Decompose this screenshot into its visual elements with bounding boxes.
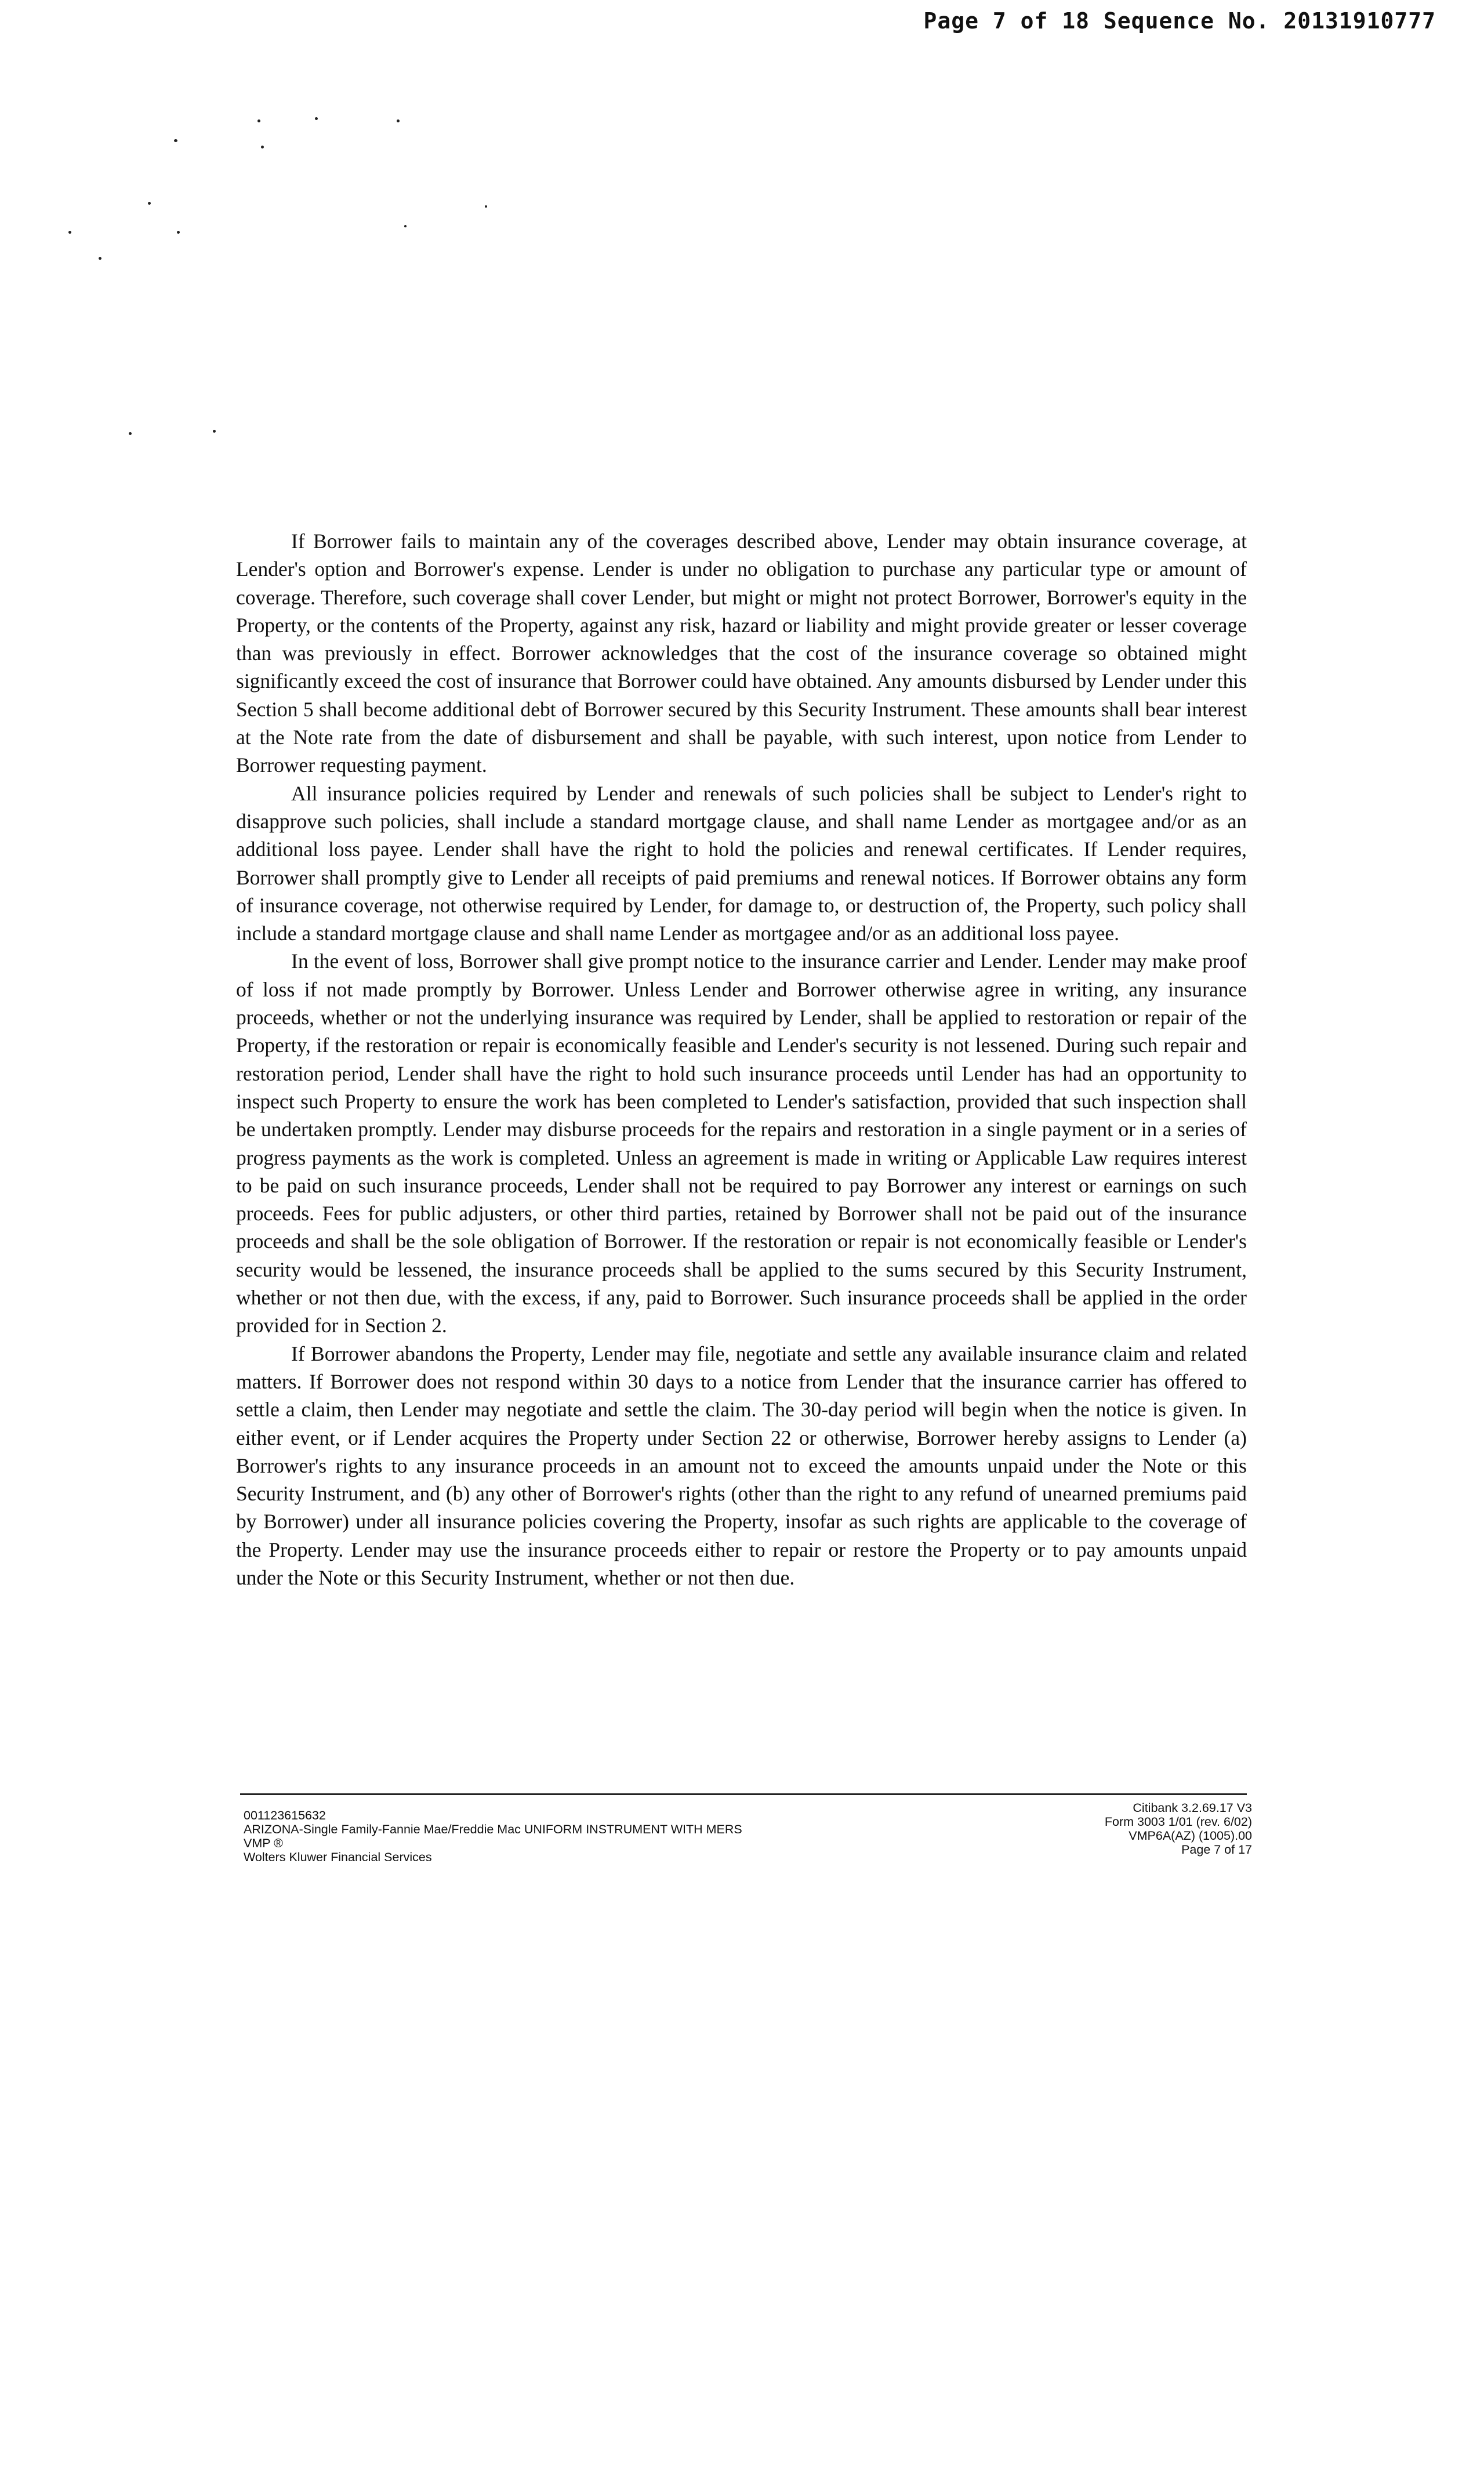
scan-speck: [99, 257, 101, 260]
scan-speck: [257, 119, 260, 122]
page-sequence-header: Page 7 of 18 Sequence No. 20131910777: [923, 8, 1436, 34]
paragraph-insurance-policies: All insurance policies required by Lender and renewals of such policies shall be subject to Lender's right to disapprove such policies, shall include a standard mortgage clause, and shall name Lender as mortgagee and/or as an additional loss payee. Lender shall have the right to hold the policies and renewal certificates. If Lender requires, Borrower shall promptly give to Lender all receipts of paid premiums and renewal notices. If Borrower obtains any form of insurance coverage, not otherwise required by Lender, for damage to, or destruction of, the Property, such policy shall include a standard mortgage clause and shall name Lender as mortgagee and/or as an additional loss payee.: [236, 781, 1247, 945]
lender-version: Citibank 3.2.69.17 V3: [1133, 1801, 1252, 1815]
scan-speck: [261, 146, 264, 148]
scan-speck: [177, 231, 180, 234]
scan-speck: [404, 225, 407, 227]
scan-speck: [129, 432, 132, 435]
scan-speck: [148, 202, 151, 205]
scan-speck: [174, 139, 177, 142]
scan-speck: [485, 205, 487, 208]
scan-speck: [315, 117, 318, 120]
paragraph-event-of-loss: In the event of loss, Borrower shall give prompt notice to the insurance carrier and Lender. Lender may make proof of loss if not made promptly by Borrower. Unless Lender and Borrower otherwise agree in writing, any insurance proceeds, whether or not the underlying insurance was required by Lender, shall be applied to restoration or repair of the Property, if the restoration or repair is economically feasible and Lender's security is not lessened. During such repair and restoration period, Lender shall have the right to hold such insurance proceeds until Lender has had an opportunity to inspect such Property to ensure the work has been completed to Lender's satisfaction, provided that such inspection shall be undertaken promptly. Lender may disburse proceeds for the repairs and restoration in a single payment or in a series of progress payments as the work is completed. Unless an agreement is made in writing or Applicable Law requires interest to be paid on such insurance proceeds, Lender shall not be required to pay Borrower any interest or earnings on such proceeds. Fees for public adjusters, or other third parties, retained by Borrower shall not be paid out of the insurance proceeds and shall be the sole obligation of Borrower. If the restoration or repair is not economically feasible or Lender's security would be lessened, the insurance proceeds shall be applied to the sums secured by this Security Instrument, whether or not then due, with the excess, if any, paid to Borrower. Such insurance proceeds shall be applied in the order provided for in Section 2.: [236, 949, 1247, 1337]
paragraph-abandonment: If Borrower abandons the Property, Lender may file, negotiate and settle any available insurance claim and related matters. If Borrower does not respond within 30 days to a notice from Lender that the insurance carrier has offered to settle a claim, then Lender may negotiate and settle the claim. The 30-day period will begin when the notice is given. In either event, or if Lender acquires the Property under Section 22 or otherwise, Borrower hereby assigns to Lender (a) Borrower's rights to any insurance proceeds in an amount not to exceed the amounts unpaid under the Note or this Security Instrument, and (b) any other of Borrower's rights (other than the right to any refund of unearned premiums paid by Borrower) under all insurance policies covering the Property, insofar as such rights are applicable to the coverage of the Property. Lender may use the insurance proceeds either to repair or restore the Property or to pay amounts unpaid under the Note or this Security Instrument, whether or not then due.: [236, 1342, 1247, 1589]
security-instrument-body: [236, 527, 1247, 1592]
footer-right-block: [1105, 1801, 1252, 1857]
form-number: Form 3003 1/01 (rev. 6/02): [1104, 1815, 1252, 1829]
publisher-name: Wolters Kluwer Financial Services: [244, 1850, 432, 1864]
vmp-mark: VMP ®: [244, 1836, 284, 1850]
form-page-number: Page 7 of 17: [1181, 1843, 1252, 1857]
scan-speck: [68, 231, 71, 234]
form-description: ARIZONA-Single Family-Fannie Mae/Freddie Mac UNIFORM INSTRUMENT WITH MERS: [244, 1822, 742, 1836]
vmp-form-code: VMP6A(AZ) (1005).00: [1129, 1829, 1252, 1843]
scan-speck: [213, 430, 216, 433]
footer-left-block: [244, 1808, 742, 1864]
scan-speck: [397, 119, 400, 122]
footer-divider: [240, 1793, 1247, 1795]
paragraph-insurance-coverage: If Borrower fails to maintain any of the coverages described above, Lender may obtain insurance coverage, at Lender's option and Borrower's expense. Lender is under no obligation to purchase any particular type or amount of coverage. Therefore, such coverage shall cover Lender, but might or might not protect Borrower, Borrower's equity in the Property, or the contents of the Property, against any risk, hazard or liability and might provide greater or lesser coverage than was previously in effect. Borrower acknowledges that the cost of the insurance coverage so obtained might significantly exceed the cost of insurance that Borrower could have obtained. Any amounts disbursed by Lender under this Section 5 shall become additional debt of Borrower secured by this Security Instrument. These amounts shall bear interest at the Note rate from the date of disbursement and shall be payable, with such interest, upon notice from Lender to Borrower requesting payment.: [236, 530, 1247, 777]
loan-number: 001123615632: [244, 1808, 326, 1822]
